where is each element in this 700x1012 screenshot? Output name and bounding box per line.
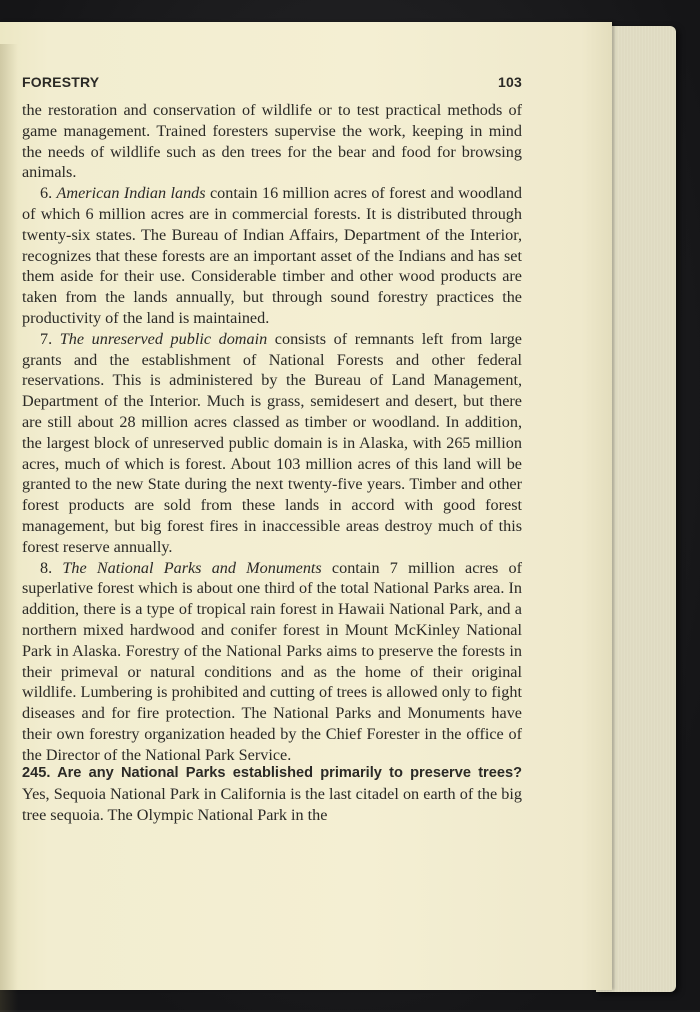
- question-245: [22, 762, 522, 825]
- page-number: 103: [498, 74, 522, 90]
- gutter-shadow: [0, 44, 18, 1012]
- item-number: 8.: [40, 558, 63, 577]
- item-number: 7.: [40, 329, 60, 348]
- item-heading: American Indian lands: [56, 184, 206, 203]
- running-head-title: FORESTRY: [22, 74, 100, 90]
- paragraph-item-8: [22, 558, 522, 766]
- paragraph-text: the restoration and conservation of wildlife or to test practical methods of game management. Trained foresters supervise the work, keeping in mind the needs of wildlife such as den trees for the bear and food for browsing animals.: [22, 101, 522, 182]
- book-page: [0, 22, 612, 990]
- paragraph-text: consists of remnants left from large grants and the establishment of National Forests and other federal reservations. This is administered by the Bureau of Land Management, Department of the Interior. Much is grass, semidesert and desert, but there are still about 28 million acres classed as timber or woodland. In addition, the largest block of unreserved public domain is in Alaska, with 265 million acres, much of which is forest. About 103 million acres of this land will be granted to the new State during the next twenty-five years. Timber and other forest products are sold from these lands in accord with good forest management, but big forest fires in inaccessible areas destroy much of this forest reserve annually.: [22, 329, 522, 556]
- question-heading: 245. Are any National Parks established primarily to preserve trees?: [22, 765, 522, 781]
- paragraph-text: contain 7 million acres of superlative forest which is about one third of the total National Parks area. In addition, there is a type of tropical rain forest in Hawaii National Park, and a northern mixed hardwood and conifer forest in Mount McKinley National Park in Alaska. Forestry of the National Parks aims to preserve the forests in their primeval or natural conditions and as the home of their original wildlife. Lumbering is prohibited and cutting of trees is allowed only to fight diseases and for fire protection. The National Parks and Monuments have their own forestry organization headed by the Chief Forester in the office of the Director of the National Park Service.: [22, 558, 522, 764]
- item-heading: The unreserved public domain: [59, 329, 268, 348]
- item-heading: The National Parks and Monuments: [62, 558, 322, 577]
- paragraph-continuation: [22, 100, 522, 183]
- paragraph-text: contain 16 million acres of forest and woodland of which 6 million acres are in commercial forests. It is distributed through twenty-six states. The Bureau of Indian Affairs, Department of the Interior, recognizes that these forests are an important asset of the Indians and has set them aside for their use. Considerable timber and other wood products are taken from the lands annually, but through sound forestry practices the productivity of the land is maintained.: [22, 184, 523, 327]
- paragraph-item-6: [22, 183, 522, 329]
- item-number: 6.: [40, 184, 57, 203]
- answer-text: Yes, Sequoia National Park in California is the last citadel on earth of the big tree sequoia. The Olympic National Park in the: [22, 784, 522, 824]
- running-head: [22, 74, 522, 94]
- paragraph-item-7: [22, 329, 522, 558]
- body-text: [22, 100, 522, 766]
